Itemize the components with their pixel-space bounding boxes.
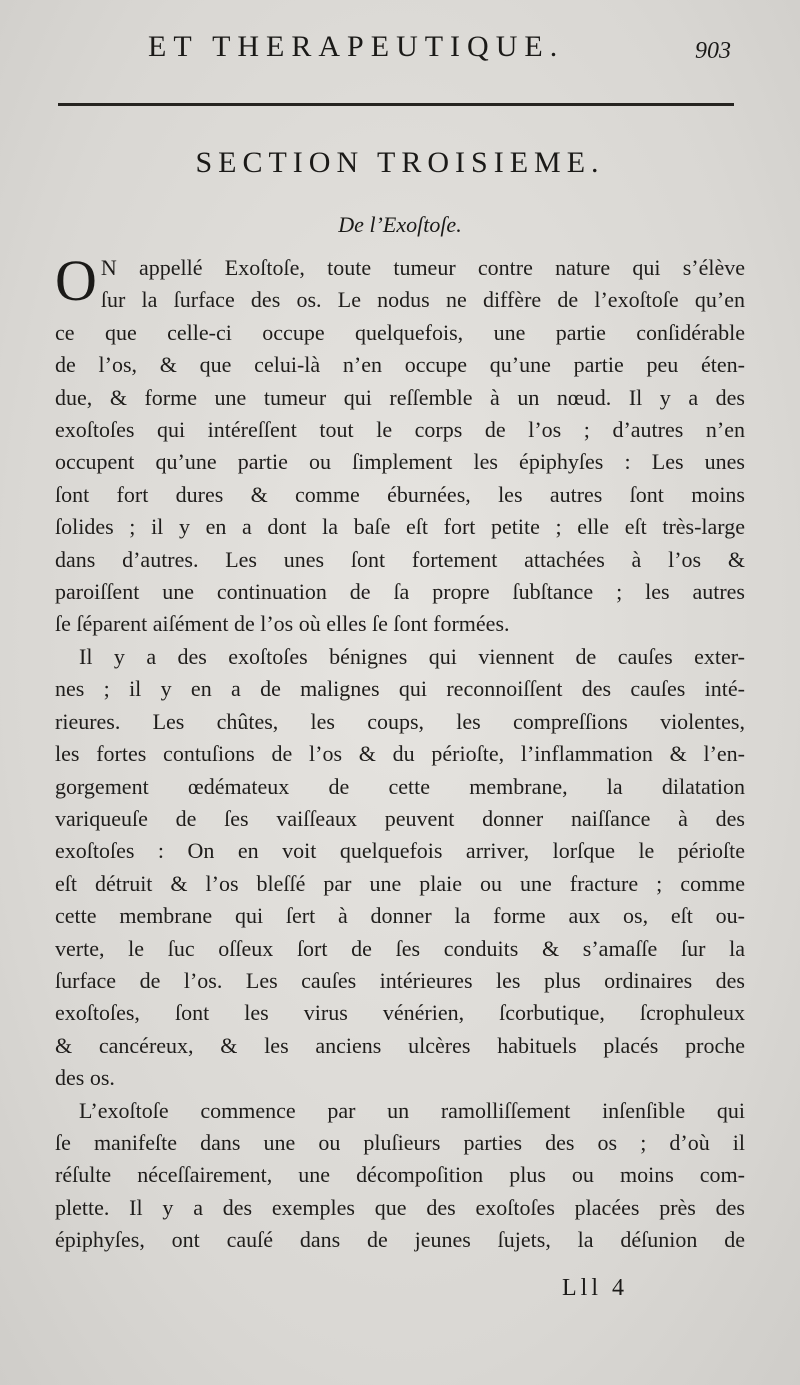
text-line: ſont fort dures & comme éburnées, les autres ſont moins xyxy=(55,481,745,507)
text-line: eſt détruit & l’os bleſſé par une plaie ou une fracture ; comme xyxy=(55,870,745,896)
text-line: ce que celle-ci occupe quelquefois, une partie conſidérable xyxy=(55,319,745,345)
text-line: de l’os, & que celui-là n’en occupe qu’une partie peu éten- xyxy=(55,352,745,378)
section-subtitle: De l’Exoſtoſe. xyxy=(338,212,462,237)
text-line: ſe manifeſte dans une ou pluſieurs parties des os ; d’où il xyxy=(55,1129,745,1155)
paragraph-1 xyxy=(55,248,745,641)
text-line: des os. xyxy=(55,1065,115,1091)
text-line: due, & forme une tumeur qui reſſemble à un nœud. Il y a des xyxy=(55,384,745,410)
running-head xyxy=(0,30,800,70)
text-line: cette membrane qui ſert à donner la forme aux os, eſt ou- xyxy=(55,903,745,929)
text-line: les fortes contuſions de l’os & du périoſte, l’inflammation & l’en- xyxy=(55,741,745,767)
text-line: occupent qu’une partie ou ſimplement les épiphyſes : Les unes xyxy=(55,449,745,475)
text-line: variqueuſe de ſes vaiſſeaux peuvent donner naiſſance à des xyxy=(55,805,745,831)
paragraph-3 xyxy=(55,1095,745,1257)
text-line: épiphyſes, ont cauſé dans de jeunes ſujets, la déſunion de xyxy=(55,1227,745,1253)
text-line: ſur la ſurface des os. Le nodus ne diffère de l’exoſtoſe qu’en xyxy=(100,287,745,313)
text-line: Il y a des exoſtoſes bénignes qui viennent de cauſes exter- xyxy=(79,643,745,669)
text-line: ſe ſéparent aiſément de l’os où elles ſe ſont formées. xyxy=(55,611,510,637)
text-line: gorgement œdémateux de cette membrane, la dilatation xyxy=(55,773,745,799)
body-text xyxy=(55,248,745,1257)
text-line: exoſtoſes : On en voit quelquefois arriver, lorſque le périoſte xyxy=(55,838,745,864)
running-title: ET THERAPEUTIQUE. xyxy=(148,30,565,63)
text-line: nes ; il y en a de malignes qui reconnoiſſent des cauſes inté- xyxy=(55,676,745,702)
text-line: verte, le ſuc oſſeux ſort de ſes conduits & s’amaſſe ſur la xyxy=(55,935,745,961)
text-line: ſolides ; il y en a dont la baſe eſt fort petite ; elle eſt très-large xyxy=(55,514,745,540)
page-number: 903 xyxy=(695,38,731,64)
text-line: réſulte néceſſairement, une décompoſition plus ou moins com- xyxy=(55,1162,745,1188)
text-line: dans d’autres. Les unes ſont fortement attachées à l’os & xyxy=(55,546,745,572)
text-line: paroiſſent une continuation de ſa propre ſubſtance ; les autres xyxy=(55,579,745,605)
text-line: rieures. Les chûtes, les coups, les compreſſions violentes, xyxy=(55,708,745,734)
text-line: N appellé Exoſtoſe, toute tumeur contre nature qui s’élève xyxy=(100,255,745,280)
text-line: plette. Il y a des exemples que des exoſtoſes placées près des xyxy=(55,1194,745,1220)
section-title: SECTION TROISIEME. xyxy=(195,146,605,179)
text-line: L’exoſtoſe commence par un ramolliſſement inſenſible qui xyxy=(79,1097,745,1123)
text-line: exoſtoſes, ſont les virus vénérien, ſcorbutique, ſcrophuleux xyxy=(55,1000,745,1026)
signature-mark: Lll 4 xyxy=(562,1275,628,1301)
header-rule xyxy=(58,103,734,106)
paragraph-2 xyxy=(55,641,745,1095)
drop-cap: O xyxy=(55,248,97,313)
text-line: & cancéreux, & les anciens ulcères habituels placés proche xyxy=(55,1032,745,1058)
text-line: ſurface de l’os. Les cauſes intérieures les plus ordinaires des xyxy=(55,967,745,993)
text-line: exoſtoſes qui intéreſſent tout le corps de l’os ; d’autres n’en xyxy=(55,417,745,443)
